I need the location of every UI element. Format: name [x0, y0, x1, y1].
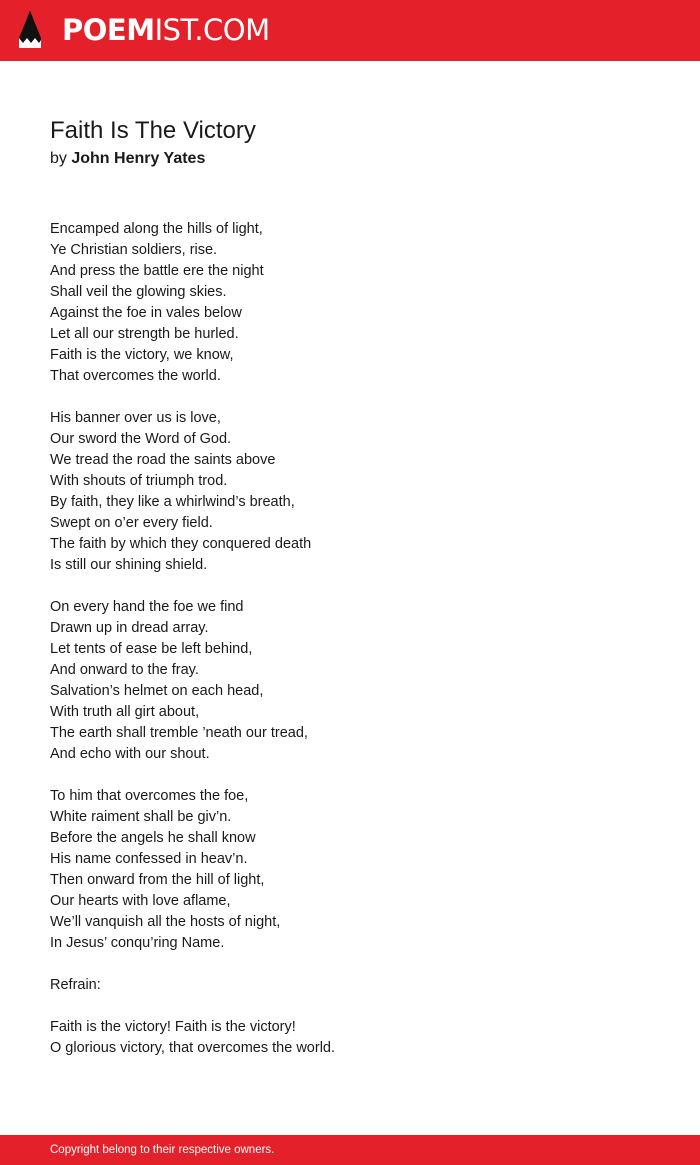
poem-line: Then onward from the hill of light, — [50, 872, 265, 888]
logo-light-text: IST.COM — [154, 13, 270, 47]
poem-line: By faith, they like a whirlwind’s breath, — [50, 494, 295, 510]
poem-line: Ye Christian soldiers, rise. — [50, 242, 218, 258]
site-header — [0, 0, 700, 61]
poem-line: And onward to the fray. — [50, 662, 199, 678]
author-name: John Henry Yates — [71, 150, 206, 167]
poem-line: And press the battle ere the night — [50, 263, 264, 279]
poem-line: On every hand the foe we find — [50, 599, 244, 615]
poem-line: With truth all girt about, — [50, 704, 200, 720]
poem-line: Faith is the victory! Faith is the victory! — [50, 1019, 296, 1035]
poem-line: His banner over us is love, — [50, 410, 221, 426]
site-footer — [0, 1135, 700, 1165]
poem-line: Refrain: — [50, 977, 101, 993]
poem-line: With shouts of triumph trod. — [50, 473, 228, 489]
poem-line: Let all our strength be hurled. — [50, 326, 239, 342]
poem-line: We’ll vanquish all the hosts of night, — [50, 914, 281, 930]
stanza — [50, 975, 650, 996]
poem-line: Before the angels he shall know — [50, 830, 256, 846]
poem-line: Our hearts with love aflame, — [50, 893, 231, 909]
poem-line: His name confessed in heav’n. — [50, 851, 248, 867]
poem-line: Against the foe in vales below — [50, 305, 242, 321]
stanza — [50, 219, 650, 387]
pencil-tip-icon — [18, 10, 42, 50]
byline — [50, 148, 205, 170]
site-logo[interactable] — [62, 12, 270, 48]
poem-line: White raiment shall be giv’n. — [50, 809, 232, 825]
poem-line: Our sword the Word of God. — [50, 431, 232, 447]
stanza — [50, 597, 650, 765]
logo-bold-text: POEM — [62, 13, 155, 47]
stanza — [50, 408, 650, 576]
poem-line: Faith is the victory, we know, — [50, 347, 234, 363]
stanza — [50, 1017, 650, 1059]
by-label: by — [50, 150, 67, 167]
poem-line: To him that overcomes the foe, — [50, 788, 249, 804]
poem-line: Shall veil the glowing skies. — [50, 284, 227, 300]
poem-line: Swept on o’er every field. — [50, 515, 213, 531]
poem-body — [50, 219, 650, 1080]
poem-line: Let tents of ease be left behind, — [50, 641, 253, 657]
poem-title: Faith Is The Victory — [50, 117, 256, 144]
poem-line: Drawn up in dread array. — [50, 620, 209, 636]
poem-line: We tread the road the saints above — [50, 452, 276, 468]
poem-line: In Jesus’ conqu’ring Name. — [50, 935, 225, 951]
poem-line: Encamped along the hills of light, — [50, 221, 263, 237]
poem-line: Is still our shining shield. — [50, 557, 208, 573]
poem-line: That overcomes the world. — [50, 368, 221, 384]
stanza — [50, 786, 650, 954]
poem-line: The earth shall tremble ’neath our tread, — [50, 725, 308, 741]
copyright-notice: Copyright belong to their respective owners. — [50, 1144, 275, 1156]
poem-line: O glorious victory, that overcomes the world. — [50, 1040, 336, 1056]
poem-line: The faith by which they conquered death — [50, 536, 312, 552]
poem-line: Salvation’s helmet on each head, — [50, 683, 264, 699]
poem-line: And echo with our shout. — [50, 746, 210, 762]
